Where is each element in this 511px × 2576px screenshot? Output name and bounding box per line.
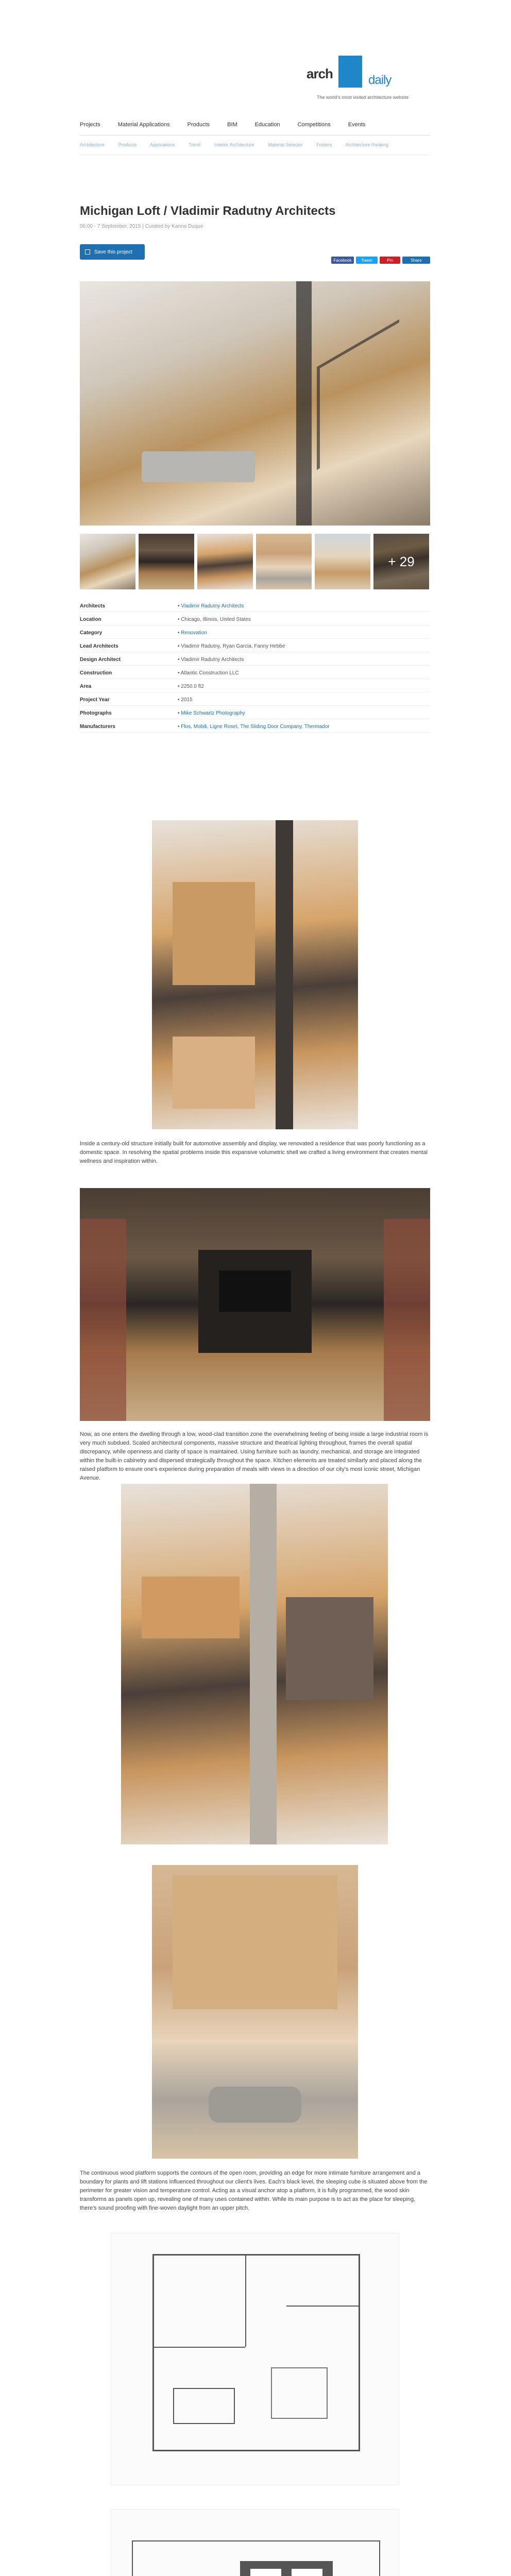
- spec-value-text: Vladimir Radutny, Ryan Garcia, Fanny Hebbe: [181, 643, 285, 649]
- logo-daily-text: daily: [368, 73, 391, 87]
- floor-plan-image[interactable]: [111, 2233, 399, 2485]
- main-nav: [80, 122, 430, 132]
- spec-value[interactable]: • Mike Schwartz Photography: [178, 710, 245, 716]
- thumbnail[interactable]: [315, 534, 370, 589]
- article-paragraph: The continuous wood platform supports the contours of the open room, providing an edge for more intimate furniture arrangement and a boundary for plants and lift stations influenced throughout our client's lives. Each's black level, the sleeping cube is situated above from the perimeter for greater vision and temperature control. Acting as a visual anchor atop a platform, it is fully programmed, the wood skin transforms as panels open up, revealing one of many uses contained within. While its main purpose is to act as the place for sleeping, there's sound proofing with fine-woven daylight from an upper pitch.: [80, 2170, 428, 2211]
- spec-key: Project Year: [80, 697, 110, 703]
- project-image[interactable]: [121, 1484, 388, 1844]
- spec-row: [80, 721, 430, 733]
- thumbnail[interactable]: [256, 534, 312, 589]
- more-photos-count: + 29: [373, 534, 429, 589]
- nav-item[interactable]: Material Applications: [117, 122, 170, 128]
- save-label: Save this project: [94, 249, 132, 255]
- section-drawing-image[interactable]: [111, 2509, 399, 2576]
- spec-value-text: Chicago, Illinois, United States: [181, 617, 251, 622]
- spec-row: [80, 641, 430, 652]
- spec-value-text[interactable]: Renovation: [181, 630, 207, 636]
- share-facebook-button[interactable]: Facebook: [331, 257, 354, 264]
- spec-value-text: 2250.0 ft2: [181, 684, 204, 689]
- article-paragraph: Now, as one enters the dwelling through a low, wood-clad transition zone the overwhelming feeling of being inside a large industrial room is very much subdued. Scaled architectural components, massive structure and theatrical lighting throughout, frames the overall spatial discrepancy, while openness and clarity of space is maintained. Using furniture such as laundry, mechanical, and storage are integrated within the built-in cabinetry and dispersed strategically throughout the space. Kitchen elements are treated similarly and placed along the raised platform to ensure one's experience during preparation of meals with views in a direction of our city's most iconic street, Michigan Avenue.: [80, 1431, 429, 1481]
- spec-value: • 2250.0 ft2: [178, 684, 204, 689]
- subnav-item[interactable]: Architecture: [80, 142, 105, 147]
- spec-key: Photographs: [80, 710, 112, 716]
- subnav-item[interactable]: Applications: [150, 142, 175, 147]
- hero-image[interactable]: [80, 281, 430, 526]
- spec-row: [80, 654, 430, 666]
- thumbnail[interactable]: [139, 534, 194, 589]
- spec-value: • Atlantic Construction LLC: [178, 670, 239, 676]
- logo-tagline: The world's most visited architecture website: [317, 95, 409, 100]
- nav-item[interactable]: BIM: [227, 122, 237, 128]
- nav-item[interactable]: Education: [254, 122, 280, 128]
- spec-key: Category: [80, 630, 103, 636]
- save-project-button[interactable]: [80, 244, 145, 260]
- nav-item[interactable]: Events: [348, 122, 366, 128]
- logo-arch-text: arch: [306, 66, 333, 81]
- nav-item[interactable]: Projects: [80, 122, 100, 128]
- spec-value-text: 2015: [181, 697, 193, 703]
- spec-value: • Vladimir Radutny, Ryan Garcia, Fanny Hebbe: [178, 643, 285, 649]
- spec-value-text[interactable]: Vladimir Radutny Architects: [181, 603, 244, 609]
- spec-value-text[interactable]: Mike Schwartz Photography: [181, 710, 245, 716]
- spec-row: [80, 681, 430, 692]
- spec-value: • 2015: [178, 697, 193, 703]
- project-image[interactable]: [152, 820, 358, 1129]
- spec-key: Lead Architects: [80, 643, 118, 649]
- spec-row: [80, 614, 430, 625]
- logo-mark: [338, 56, 362, 88]
- subnav-item[interactable]: Folders: [316, 142, 332, 147]
- article-meta: 06:00 - 7 September, 2015 | Curated by Karina Duque: [80, 224, 203, 229]
- subnav-item[interactable]: Interior Architecture: [214, 142, 254, 147]
- project-image[interactable]: [152, 1865, 358, 2159]
- subnav-item[interactable]: Material Selector: [268, 142, 303, 147]
- spec-value-text: Atlantic Construction LLC: [180, 670, 239, 676]
- spec-value: • Chicago, Illinois, United States: [178, 617, 251, 622]
- spec-value[interactable]: • Vladimir Radutny Architects: [178, 603, 244, 609]
- nav-item[interactable]: Products: [187, 122, 210, 128]
- spec-key: Location: [80, 617, 101, 622]
- spec-key: Design Architect: [80, 657, 121, 663]
- sub-nav: [80, 142, 430, 150]
- spec-row: [80, 708, 430, 719]
- thumbnail-more[interactable]: [373, 534, 429, 589]
- share-twitter-button[interactable]: Tweet: [356, 257, 378, 264]
- spec-key: Construction: [80, 670, 112, 676]
- project-image[interactable]: [80, 1188, 430, 1421]
- spec-key: Area: [80, 684, 92, 689]
- share-pinterest-button[interactable]: Pin: [380, 257, 400, 264]
- nav-item[interactable]: Competitions: [297, 122, 331, 128]
- spec-value: • Vladimir Radutny Architects: [178, 657, 244, 663]
- article-paragraph: Inside a century-old structure initially built for automotive assembly and display, we renovated a residence that was poorly functioning as a domestic space. In resolving the spatial problems inside this expansive volumetric shell we crafted a living environment that creates mental wellness and inspiration within.: [80, 1141, 428, 1164]
- spec-row: [80, 694, 430, 706]
- spec-row: [80, 668, 430, 679]
- spec-value[interactable]: • Renovation: [178, 630, 207, 636]
- site-logo[interactable]: [306, 56, 430, 107]
- thumbnail[interactable]: [197, 534, 253, 589]
- spec-key: Manufacturers: [80, 724, 115, 730]
- bookmark-icon: [85, 249, 90, 255]
- spec-value-text: Vladimir Radutny Architects: [181, 657, 244, 663]
- spec-row: [80, 628, 430, 639]
- page-title: Michigan Loft / Vladimir Radutny Architects: [80, 204, 336, 218]
- subnav-item[interactable]: Trend: [188, 142, 201, 147]
- spec-value-text[interactable]: Flos, Mobili, Ligne Roset, The Sliding Door Company, Thermador: [181, 724, 330, 730]
- subnav-item[interactable]: Architecture Ranking: [345, 142, 388, 147]
- thumbnail[interactable]: [80, 534, 135, 589]
- subnav-item[interactable]: Products: [118, 142, 137, 147]
- share-button[interactable]: Share: [402, 257, 430, 264]
- spec-value[interactable]: • Flos, Mobili, Ligne Roset, The Sliding Door Company, Thermador: [178, 724, 330, 730]
- spec-row: [80, 601, 430, 612]
- spec-key: Architects: [80, 603, 105, 609]
